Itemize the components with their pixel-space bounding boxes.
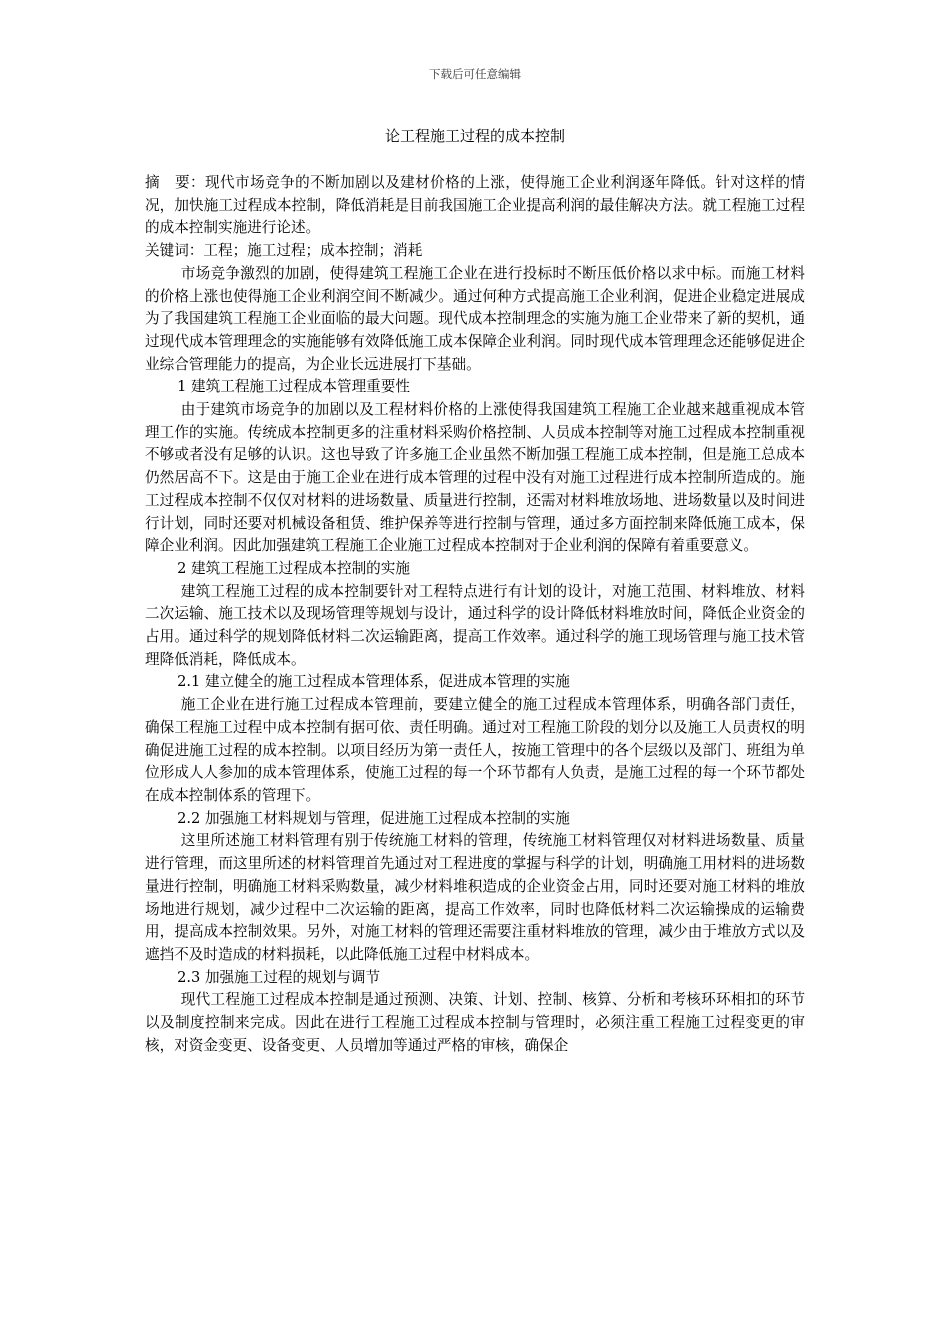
section-heading-2-3: 2.3 加强施工过程的规划与调节 <box>177 968 381 986</box>
section-2-paragraph: 建筑工程施工过程的成本控制要针对工程特点进行有计划的设计，对施工范围、材料堆放、材料二次运输、施工技术以及现场管理等规划与设计，通过科学的设计降低材料堆放时间，降低企业资金的占用。通过科学的规划降低材料二次运输距离，提高工作效率。通过科学的施工现场管理与施工技术管理降低消耗，降低成本。 <box>145 582 805 668</box>
page-title: 论工程施工过程的成本控制 <box>384 127 565 145</box>
section-heading-2-2: 2.2 加强施工材料规划与管理，促进施工过程成本控制的实施 <box>177 809 570 827</box>
section-heading-1: 1 建筑工程施工过程成本管理重要性 <box>177 378 410 396</box>
document-body <box>145 172 805 1057</box>
section-1-paragraph: 由于建筑市场竞争的加剧以及工程材料价格的上涨使得我国建筑工程施工企业越来越重视成本管理工作的实施。传统成本控制更多的注重材料采购价格控制、人员成本控制等对施工过程成本控制重视不够或者没有足够的认识。这也导致了许多施工企业虽然不断加强工程施工成本控制，但是施工总成本仍然居高不下。这是由于施工企业在进行成本管理的过程中没有对施工过程进行成本控制所造成的。施工过程成本控制不仅仅对材料的进场数量、质量进行控制，还需对材料堆放场地、进场数量以及时间进行计划，同时还要对机械设备租赁、维护保养等进行控制与管理，通过多方面控制来降低施工成本，保障企业利润。因此加强建筑工程施工企业施工过程成本控制对于企业利润的保障有着重要意义。 <box>145 401 805 555</box>
intro-paragraph: 市场竞争激烈的加剧，使得建筑工程施工企业在进行投标时不断压低价格以求中标。而施工材料的价格上涨也使得施工企业利润空间不断减少。通过何种方式提高施工企业利润，促进企业稳定进展成为了我国建筑工程施工企业面临的最大问题。现代成本控制理念的实施为施工企业带来了新的契机，通过现代成本管理理念的实施能够有效降低施工成本保障企业利润。同时现代成本管理理念还能够促进企业综合管理能力的提高，为企业长远进展打下基础。 <box>145 264 805 373</box>
section-2-2-paragraph: 这里所述施工材料管理有别于传统施工材料的管理，传统施工材料管理仅对材料进场数量、质量进行管理，而这里所述的材料管理首先通过对工程进度的掌握与科学的计划，明确施工用材料的进场数量进行控制，明确施工材料采购数量，减少材料堆积造成的企业资金占用，同时还要对施工材料的堆放场地进行规划，减少过程中二次运输的距离，提高工作效率，同时也降低材料二次运输操成的运输费用，提高成本控制效果。另外，对施工材料的管理还需要注重材料堆放的管理，减少由于堆放方式以及遮挡不及时造成的材料损耗，以此降低施工过程中材料成本。 <box>145 832 805 963</box>
abstract: 摘 要：现代市场竞争的不断加剧以及建材价格的上涨，使得施工企业利润逐年降低。针对这样的情况，加快施工过程成本控制，降低消耗是目前我国施工企业提高利润的最佳解决方法。就工程施工过程的成本控制实施进行论述。 <box>145 174 805 237</box>
section-2-3-paragraph: 现代工程施工过程成本控制是通过预测、决策、计划、控制、核算、分析和考核环环相扣的环节以及制度控制来完成。因此在进行工程施工过程成本控制与管理时，必须注重工程施工过程变更的审核，对资金变更、设备变更、人员增加等通过严格的审核，确保企 <box>145 991 805 1054</box>
section-2-1-paragraph: 施工企业在进行施工过程成本管理前，要建立健全的施工过程成本管理体系，明确各部门责任，确保工程施工过程中成本控制有据可依、责任明确。通过对工程施工阶段的划分以及施工人员责权的明确促进施工过程的成本控制。以项目经历为第一责任人，按施工管理中的各个层级以及部门、班组为单位形成人人参加的成本管理体系，使施工过程的每一个环节都有人负责，是施工过程的每一个环节都处在成本控制体系的管理下。 <box>145 696 805 804</box>
header-note: 下载后可任意编辑 <box>429 67 521 81</box>
keywords: 关键词：工程；施工过程；成本控制；消耗 <box>145 242 423 260</box>
section-heading-2-1: 2.1 建立健全的施工过程成本管理体系，促进成本管理的实施 <box>177 673 570 691</box>
section-heading-2: 2 建筑工程施工过程成本控制的实施 <box>177 559 410 577</box>
